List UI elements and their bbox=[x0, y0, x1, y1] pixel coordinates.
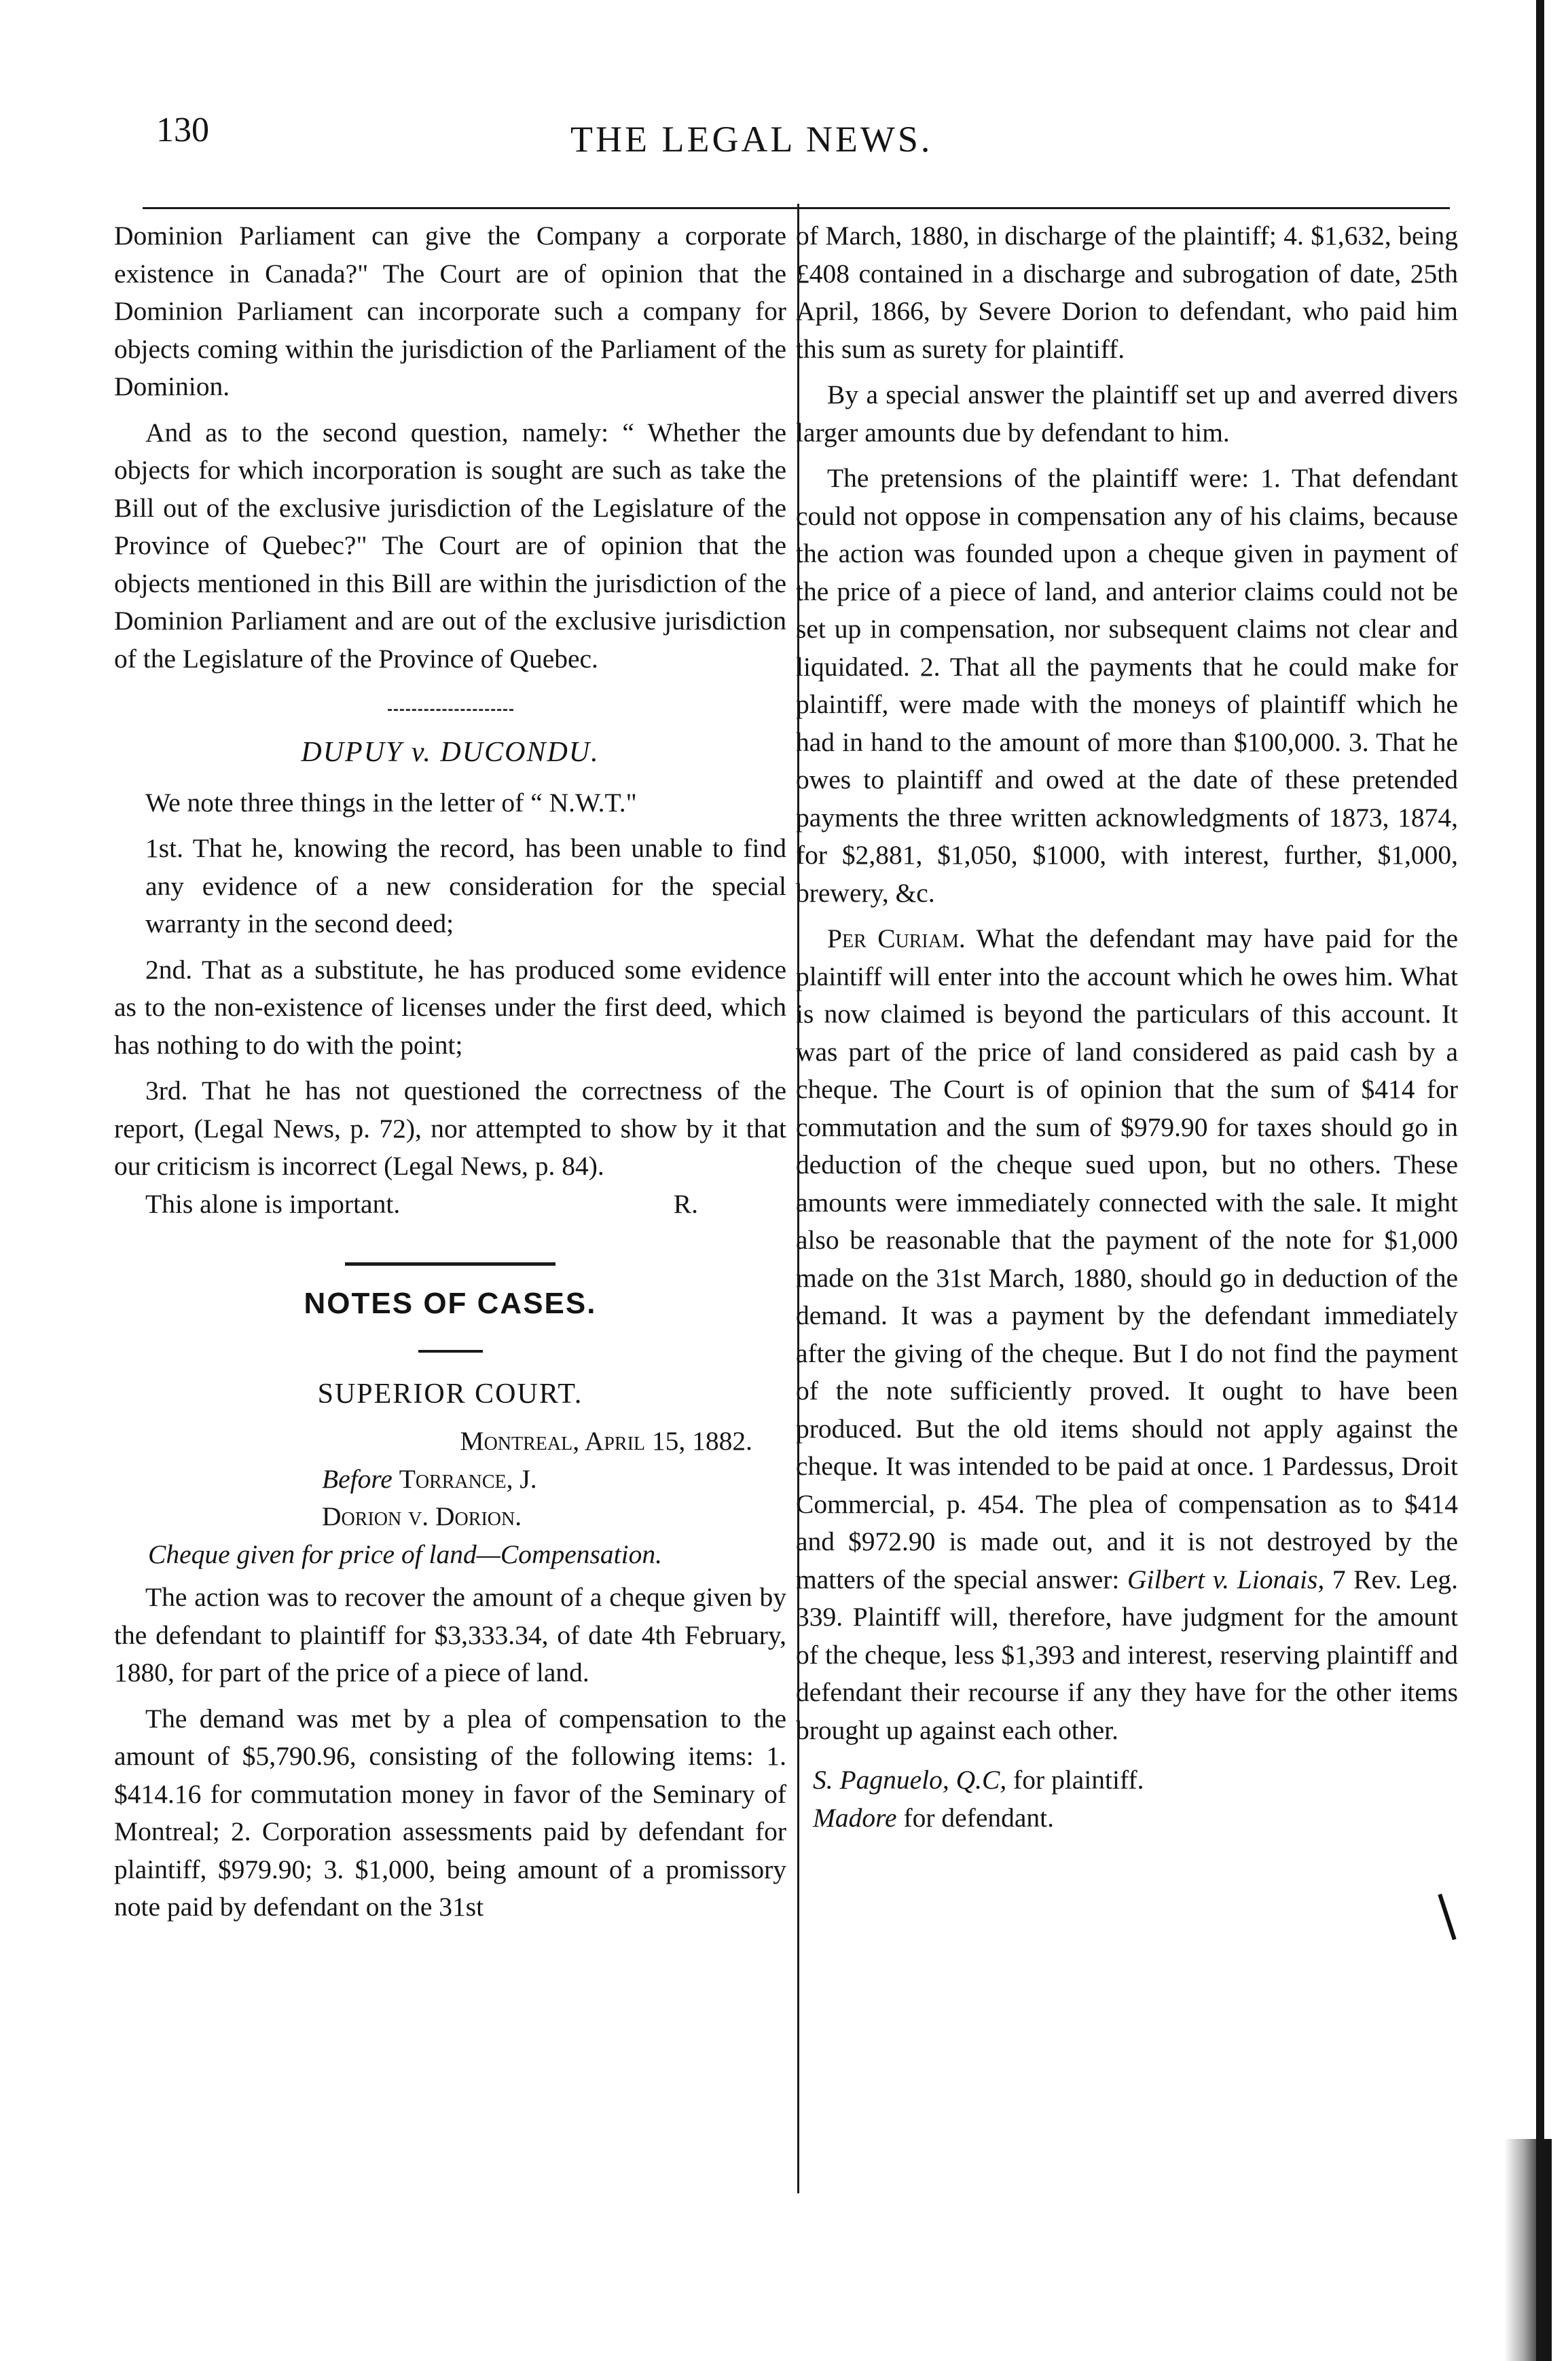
counsel-plaintiff-role: for plaintiff. bbox=[1013, 1765, 1144, 1795]
page-edge-shadow bbox=[1536, 0, 1544, 2361]
header-rule bbox=[143, 207, 1450, 209]
dateline: Montreal, April 15, 1882. bbox=[460, 1426, 752, 1456]
case-title: DUPUY v. DUCONDU. bbox=[301, 737, 600, 768]
page-edge-curl bbox=[1504, 2139, 1552, 2361]
note-item: 3rd. That he has not questioned the correctness of the report, (Legal News, p. 72), nor attempted to show by it that our criticism is incorrect (Legal News, p. 84). bbox=[114, 1076, 786, 1181]
judge-line bbox=[114, 1461, 786, 1499]
right-column bbox=[796, 217, 1458, 1837]
per-curiam-label: Per Curiam. bbox=[827, 923, 966, 953]
margin-mark bbox=[1438, 1894, 1456, 1940]
left-column bbox=[114, 217, 786, 1926]
counsel-defendant-role: for defendant. bbox=[903, 1802, 1055, 1833]
note-item: 2nd. That as a substitute, he has produced some evidence as to the non-existence of licenses under the first deed, which has nothing to do with the point; bbox=[114, 954, 786, 1060]
note-lead: We note three things in the letter of “ N.W.T." bbox=[145, 787, 637, 818]
separator-rule bbox=[388, 709, 513, 711]
body-paragraph: By a special answer the plaintiff set up and averred divers larger amounts due by defendant to him. bbox=[796, 380, 1458, 447]
per-curiam-paragraph bbox=[796, 920, 1458, 1749]
counsel-block bbox=[796, 1761, 1458, 1837]
section-title: NOTES OF CASES. bbox=[304, 1287, 597, 1320]
intro-paragraph: And as to the second question, namely: “ Whether the objects for which incorporation is sought are such as take the Bill out of the exclusive jurisdiction of the Legislature of the Province of Quebec?" The Court are of opinion that the objects mentioned in this Bill are within the jurisdiction of the Dominion Parliament and are out of the exclusive jurisdiction of the Legislature of the Province of Quebec. bbox=[114, 417, 786, 674]
signature: R. bbox=[673, 1188, 698, 1219]
running-head: THE LEGAL NEWS. bbox=[570, 119, 933, 160]
intro-paragraph: Dominion Parliament can give the Company a corporate existence in Canada?" The Court are of opinion that the Dominion Parliament can incorporate such a company for objects coming within the jurisdiction of the Parliament of the Dominion. bbox=[114, 221, 786, 401]
headnote: Cheque given for price of land—Compensation. bbox=[148, 1539, 662, 1569]
judge-prefix: Before bbox=[322, 1463, 393, 1494]
note-item: 1st. That he, knowing the record, has been unable to find any evidence of a new consideration for the special warranty in the second deed; bbox=[145, 833, 786, 938]
closing-line: This alone is important. bbox=[145, 1188, 401, 1219]
court-name: SUPERIOR COURT. bbox=[317, 1378, 583, 1410]
parties: Dorion v. Dorion. bbox=[322, 1501, 522, 1531]
citation-case-name: Gilbert v. Lionais, bbox=[1127, 1564, 1325, 1594]
signoff-line bbox=[114, 1186, 786, 1224]
per-curiam-text: What the defendant may have paid for the plaintiff will enter into the account which he owes him. What is now claimed is beyond the particulars of this account. It was part of the price of land considered as paid cash by a cheque. The Court is of opinion that the sum of $414 for commutation and the sum of $979.90 for taxes should go in deduction of the cheque sued upon, but no others. These amounts were immediately connected with the sale. It might also be reasonable that the payment of the note for $1,000 made on the 31st March, 1880, should go in deduction of the demand. It was a payment by the defendant immediately after the giving of the cheque. But I do not find the payment of the note sufficiently proved. It ought to have been produced. But the old items should not apply against the cheque. It was intended to be paid at once. 1 Pardessus, Droit Commercial, p. 454. The plea of compensation as to $414 and $972.90 is made out, and it is not destroyed by the matters of the special answer: bbox=[796, 923, 1458, 1594]
case-paragraph: The action was to recover the amount of a cheque given by the defendant to plaintiff for $3,333.34, of date 4th February, 1880, for part of the price of a piece of land. bbox=[114, 1582, 786, 1687]
case-paragraph: The demand was met by a plea of compensation to the amount of $5,790.96, consisting of the following items: 1. $414.16 for commutation money in favor of the Seminary of Montreal; 2. Corporation assessments paid by defendant for plaintiff, $979.90; 3. $1,000, being amount of a promissory note paid by defendant on the 31st bbox=[114, 1703, 786, 1922]
section-sub-rule bbox=[418, 1350, 483, 1353]
continuation-paragraph: of March, 1880, in discharge of the plaintiff; 4. $1,632, being £408 contained in a discharge and subrogation of date, 25th April, 1866, by Severe Dorion to defendant, who paid him this sum as surety for plaintiff. bbox=[796, 221, 1458, 364]
per-curiam-text-continued: 7 Rev. Leg. 339. Plaintiff will, therefore, have judgment for the amount of the cheque, less $1,393 and interest, reserving plaintiff and defendant their recourse if any they have for the other items brought up against each other. bbox=[796, 1564, 1459, 1745]
page-number: 130 bbox=[156, 111, 209, 149]
counsel-plaintiff-name: S. Pagnuelo, Q.C, bbox=[813, 1765, 1007, 1795]
judge-name: Torrance, J. bbox=[399, 1463, 537, 1494]
counsel-plaintiff bbox=[796, 1761, 1458, 1799]
body-paragraph: The pretensions of the plaintiff were: 1. That defendant could not oppose in compensation any of his claims, because the action was founded upon a cheque given in payment of the price of a piece of land, and anterior claims could not be set up in compensation, nor subsequent claims not clear and liquidated. 2. That all the payments that he could make for plaintiff, were made with the moneys of plaintiff which he had in hand to the amount of more than $100,000. 3. That he owes to plaintiff and owed at the date of these pretended payments the three written acknowledgments of 1873, 1874, for $2,881, $1,050, $1000, with interest, further, $1,000, brewery, &c. bbox=[796, 463, 1458, 908]
counsel-defendant-name: Madore bbox=[813, 1802, 897, 1833]
section-rule bbox=[345, 1262, 555, 1266]
counsel-defendant bbox=[796, 1799, 1458, 1837]
